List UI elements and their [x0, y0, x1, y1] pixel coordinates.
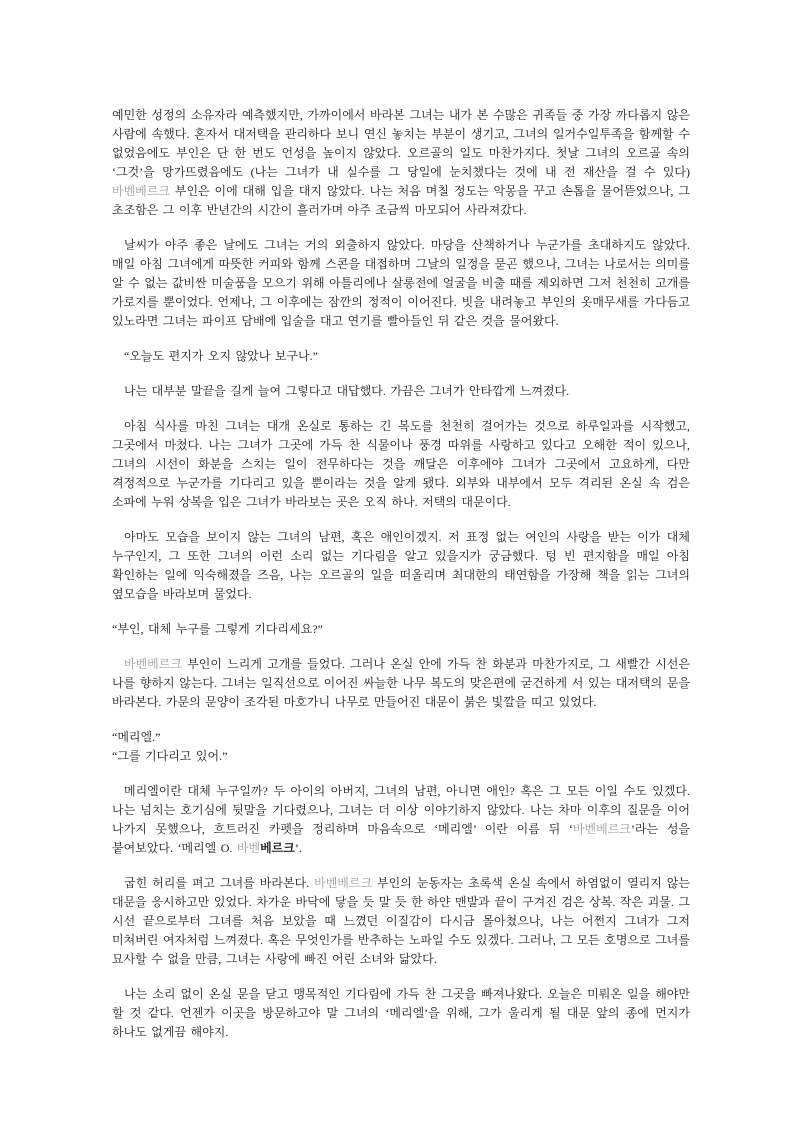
text-run: “오늘도 편지가 오지 않았나 보구나.” [124, 349, 318, 363]
character-name-muted: 바벤베르크 [124, 657, 182, 671]
character-name-bold: 베르크 [260, 841, 295, 855]
text-run: ’라는 성을 붙여보았다. ‘메리엘 O. [112, 822, 691, 855]
paragraph [112, 417, 690, 512]
text-run: 예민한 성정의 소유자라 예측했지만, 가까이에서 바라본 그녀는 내가 본 수많은 귀족들 중 가장 까다롭지 않은 사람에 속했다. 혼자서 대저택을 관리하다 보니 연신 놓치는 부분이 생기고, 그녀의 일거수일투족을 함께할 수 없었음에도 부인은 단 한 번도 언성을 높이지 않았다. 오르골의 일도 마찬가지다. 첫날 그녀의 오르골 속의 ‘그것’을 망가뜨렸음에도 (나는 그녀가 내 실수를 그 당일에 눈치챘다는 것에 내 전 재산을 걸 수 있다) [112, 108, 690, 179]
text-run: 부인의 눈동자는 초록색 온실 속에서 하염없이 열리지 않는 대문을 응시하고만 있었다. 차가운 바닥에 닿을 듯 말 듯 한 하얀 맨발과 끝이 구겨진 검은 상복. 작은 괴물. 그 시선 끝으로부터 그녀를 처음 보았을 때 느꼈던 이질감이 다시금 몰아쳤으나, 나는 어쩐지 그녀가 그저 미쳐버린 여자처럼 느껴졌다. 혹은 무엇인가를 반추하는 노파일 수도 있겠다. 그러나, 그 모든 호명으로 그녀를 묘사할 수 없을 만큼, 그녀는 사랑에 빠진 어린 소녀와 닮았다. [112, 876, 690, 966]
character-name-muted: 바벤베르크 [112, 184, 170, 198]
paragraph [112, 106, 690, 220]
text-run: “메리엘.” [112, 730, 161, 744]
text-run: 나는 소리 없이 온실 문을 닫고 맹목적인 기다림에 가득 찬 그곳을 빠져나왔다. 오늘은 미뤄온 일을 해야만 할 것 같다. 언젠가 이곳을 방문하고야 말 그녀의 ‘메리엘’을 위해, 그가 울리게 될 대문 앞의 종에 먼지가 하나도 없게끔 해야지. [112, 987, 690, 1039]
dialogue-line [112, 747, 690, 766]
text-run: 굽힌 허리를 펴고 그녀를 바라본다. [124, 876, 315, 890]
paragraph [112, 782, 690, 858]
text-run: 부인이 느리게 고개를 들었다. 그러나 온실 안에 가득 찬 화분과 마찬가지로, 그 새빨간 시선은 나를 향하지 않는다. 그녀는 일직선으로 이어진 싸늘한 나무 복도의 맞은편에 굳건하게 서 있는 대저택의 문을 바라본다. 가문의 문양이 조각된 마호가니 나무로 만들어진 대문이 붉은 빛깔을 띠고 있었다. [112, 657, 690, 709]
text-run: 아마도 모습을 보이지 않는 그녀의 남편, 혹은 애인이겠지. 저 표정 없는 여인의 사랑을 받는 이가 대체 누구인지, 그 또한 그녀의 이런 소리 없는 기다림을 알고 있을지가 궁금했다. 텅 빈 편지함을 매일 아침 확인하는 일에 익숙해졌을 즈음, 나는 오르골의 일을 떠올리며 최대한의 태연함을 가장해 책을 읽는 그녀의 옆모습을 바라보며 물었다. [112, 530, 690, 601]
paragraph [112, 985, 690, 1042]
paragraph [112, 655, 690, 712]
paragraph [112, 874, 690, 969]
story-text [112, 106, 690, 1058]
text-run: “부인, 대체 누구를 그렇게 기다리세요?” [112, 622, 323, 636]
paragraph [112, 236, 690, 331]
character-name-muted: 바벤베르크 [314, 876, 373, 890]
dialogue-line [112, 620, 690, 639]
text-run: 날씨가 아주 좋은 날에도 그녀는 거의 외출하지 않았다. 마당을 산책하거나 누군가를 초대하지도 않았다. 매일 아침 그녀에게 따뜻한 커피와 함께 스콘을 대접하며 그날의 일정을 묻곤 했으나, 그녀는 나로서는 의미를 알 수 없는 값비싼 미술품을 모으기 위해 아틀리에나 살롱전에 얼굴을 비출 때를 제외하면 그저 천천히 고개를 가로지를 뿐이었다. 언제나, 그 이후에는 잠깐의 정적이 이어진다. 빗을 내려놓고 부인의 옷매무새를 가다듬고 있노라면 그녀는 파이프 담배에 입술을 대고 연기를 빨아들인 뒤 같은 것을 물어왔다. [112, 238, 690, 328]
character-name-muted: 바벤베르크 [572, 822, 631, 836]
text-run: ’. [294, 841, 302, 855]
dialogue-line [112, 728, 690, 747]
dialogue-line [112, 347, 690, 366]
paragraph [112, 382, 690, 401]
text-run: 나는 대부분 말끝을 길게 늘여 그렇다고 대답했다. 가끔은 그녀가 안타깝게 느껴졌다. [124, 384, 570, 398]
text-run: 메리엘이란 대체 누구일까? 두 아이의 아버지, 그녀의 남편, 아니면 애인? 혹은 그 모든 이일 수도 있겠다. 나는 넘치는 호기심에 뒷말을 기다렸으나, 그녀는 더 이상 이야기하지 않았다. 나는 차마 이후의 질문을 이어 나가지 못했으나, 흐트러진 카펫을 정리하며 마음속으로 ‘메리엘’ 이란 이름 뒤 ‘ [112, 784, 690, 836]
text-run: “그를 기다리고 있어.” [112, 749, 228, 763]
text-run: 아침 식사를 마친 그녀는 대개 온실로 통하는 긴 복도를 천천히 걸어가는 것으로 하루일과를 시작했고, 그곳에서 마쳤다. 나는 그녀가 그곳에 가득 찬 식물이나 풍경 따위를 사랑하고 있다고 오해한 적이 있으나, 그녀의 시선이 화분을 스치는 일이 전무하다는 것을 깨달은 이후에야 그녀가 그곳에서 고요하게, 다만 격정적으로 누군가를 기다리고 있을 뿐이라는 것을 알게 됐다. 외부와 내부에서 모두 격리된 온실 속 검은 소파에 누워 상복을 입은 그녀가 바라보는 곳은 오직 하나. 저택의 대문이다. [112, 419, 690, 509]
paragraph [112, 528, 690, 604]
text-run: 부인은 이에 대해 입을 대지 않았다. 나는 처음 며칠 정도는 악몽을 꾸고 손톱을 물어뜯었으나, 그 초조함은 그 이후 반년간의 시간이 흘러가며 아주 조금씩 마모되어 사라져갔다. [112, 184, 690, 217]
character-name-muted: 바벤 [236, 841, 261, 855]
